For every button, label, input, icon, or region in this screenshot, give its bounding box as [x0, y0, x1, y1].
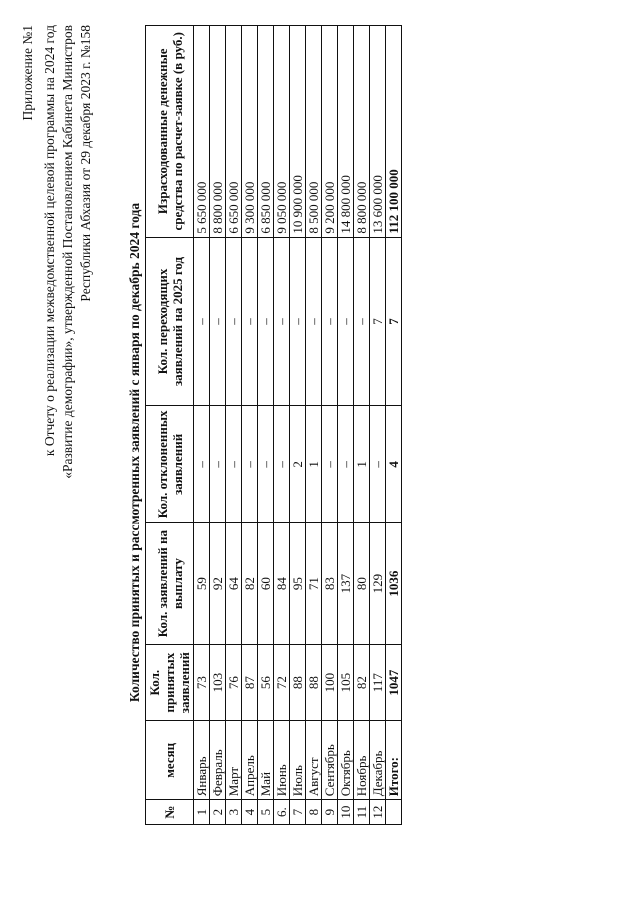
cell-month: Апрель — [242, 721, 258, 800]
cell-accepted: 88 — [306, 644, 322, 721]
cell-paid: 84 — [274, 523, 290, 645]
col-header-num: № — [146, 800, 194, 825]
cell-accepted: 56 — [258, 644, 274, 721]
cell-month: Август — [306, 721, 322, 800]
table-row — [242, 26, 258, 825]
cell-carried: – — [354, 237, 370, 406]
cell-paid: 60 — [258, 523, 274, 645]
cell-rejected: – — [242, 406, 258, 523]
cell-paid: 64 — [226, 523, 242, 645]
cell-num: 3 — [226, 800, 242, 825]
total-spent: 112 100 000 — [386, 26, 402, 238]
cell-month: Декабрь — [370, 721, 386, 800]
cell-spent: 6 650 000 — [226, 26, 242, 238]
cell-rejected: – — [338, 406, 354, 523]
header-line-1: к Отчету о реализации межведомственной целевой программы на 2024 год — [42, 25, 57, 457]
cell-rejected: – — [194, 406, 210, 523]
cell-carried: – — [194, 237, 210, 406]
cell-num: 11 — [354, 800, 370, 825]
cell-month: Июнь — [274, 721, 290, 800]
cell-rejected: 2 — [290, 406, 306, 523]
cell-spent: 8 800 000 — [354, 26, 370, 238]
table-row — [226, 26, 242, 825]
total-rejected: 4 — [386, 406, 402, 523]
cell-spent: 9 050 000 — [274, 26, 290, 238]
cell-paid: 59 — [194, 523, 210, 645]
cell-spent: 9 300 000 — [242, 26, 258, 238]
table-header-row — [146, 26, 194, 825]
cell-num: 9 — [322, 800, 338, 825]
cell-paid: 137 — [338, 523, 354, 645]
cell-rejected: 1 — [306, 406, 322, 523]
total-row — [386, 26, 402, 825]
total-accepted: 1047 — [386, 644, 402, 721]
col-header-carried: Кол. переходящих заявлений на 2025 год — [146, 237, 194, 406]
applications-table — [145, 25, 402, 825]
cell-num: 5 — [258, 800, 274, 825]
cell-spent: 10 900 000 — [290, 26, 306, 238]
table-row — [194, 26, 210, 825]
cell-rejected: 1 — [354, 406, 370, 523]
cell-accepted: 73 — [194, 644, 210, 721]
cell-carried: – — [258, 237, 274, 406]
cell-accepted: 100 — [322, 644, 338, 721]
cell-month: Июль — [290, 721, 306, 800]
cell-accepted: 103 — [210, 644, 226, 721]
cell-carried: – — [338, 237, 354, 406]
cell-rejected: – — [258, 406, 274, 523]
cell-paid: 71 — [306, 523, 322, 645]
cell-spent: 6 850 000 — [258, 26, 274, 238]
cell-num: 1 — [194, 800, 210, 825]
cell-spent: 9 200 000 — [322, 26, 338, 238]
table-title: Количество принятых и рассмотренных заявлений с января по декабрь 2024 года — [127, 202, 142, 703]
col-header-paid: Кол. заявлений на выплату — [146, 523, 194, 645]
header-line-2: «Развитие демографии», утвержденной Постановлением Кабинета Министров — [60, 25, 75, 479]
cell-carried: 7 — [370, 237, 386, 406]
cell-carried: – — [210, 237, 226, 406]
cell-num: 6. — [274, 800, 290, 825]
cell-spent: 13 600 000 — [370, 26, 386, 238]
total-label: Итого: — [386, 721, 402, 800]
cell-accepted: 72 — [274, 644, 290, 721]
cell-num: 8 — [306, 800, 322, 825]
table-row — [290, 26, 306, 825]
cell-num: 10 — [338, 800, 354, 825]
col-header-rejected: Кол. отклоненных заявлений — [146, 406, 194, 523]
total-carried: 7 — [386, 237, 402, 406]
cell-accepted: 88 — [290, 644, 306, 721]
cell-paid: 95 — [290, 523, 306, 645]
cell-carried: – — [242, 237, 258, 406]
cell-accepted: 87 — [242, 644, 258, 721]
total-paid: 1036 — [386, 523, 402, 645]
cell-carried: – — [306, 237, 322, 406]
table-row — [306, 26, 322, 825]
cell-spent: 14 800 000 — [338, 26, 354, 238]
cell-rejected: – — [210, 406, 226, 523]
cell-accepted: 117 — [370, 644, 386, 721]
table-row — [258, 26, 274, 825]
table-row — [354, 26, 370, 825]
cell-carried: – — [290, 237, 306, 406]
cell-empty — [386, 800, 402, 825]
cell-rejected: – — [370, 406, 386, 523]
table-row — [338, 26, 354, 825]
cell-month: Сентябрь — [322, 721, 338, 800]
col-header-accepted: Кол. принятых заявлений — [146, 644, 194, 721]
cell-paid: 129 — [370, 523, 386, 645]
cell-accepted: 105 — [338, 644, 354, 721]
cell-paid: 83 — [322, 523, 338, 645]
table-row — [274, 26, 290, 825]
cell-num: 2 — [210, 800, 226, 825]
cell-spent: 8 800 000 — [210, 26, 226, 238]
cell-rejected: – — [274, 406, 290, 523]
cell-paid: 80 — [354, 523, 370, 645]
cell-accepted: 76 — [226, 644, 242, 721]
cell-spent: 8 500 000 — [306, 26, 322, 238]
cell-month: Январь — [194, 721, 210, 800]
col-header-spent: Израсходованные денежные средства по расчет-заявке (в руб.) — [146, 26, 194, 238]
cell-spent: 5 650 000 — [194, 26, 210, 238]
cell-num: 4 — [242, 800, 258, 825]
cell-month: Март — [226, 721, 242, 800]
col-header-month: месяц — [146, 721, 194, 800]
cell-rejected: – — [226, 406, 242, 523]
cell-num: 7 — [290, 800, 306, 825]
cell-rejected: – — [322, 406, 338, 523]
table-row — [322, 26, 338, 825]
appendix-label: Приложение №1 — [20, 25, 35, 121]
table-row — [370, 26, 386, 825]
header-line-3: Республики Абхазия от 29 декабря 2023 г. №158 — [78, 25, 93, 302]
cell-carried: – — [322, 237, 338, 406]
cell-carried: – — [226, 237, 242, 406]
table-row — [210, 26, 226, 825]
cell-carried: – — [274, 237, 290, 406]
cell-month: Ноябрь — [354, 721, 370, 800]
cell-paid: 82 — [242, 523, 258, 645]
cell-accepted: 82 — [354, 644, 370, 721]
cell-month: Май — [258, 721, 274, 800]
cell-month: Октябрь — [338, 721, 354, 800]
cell-paid: 92 — [210, 523, 226, 645]
cell-num: 12 — [370, 800, 386, 825]
cell-month: Февраль — [210, 721, 226, 800]
